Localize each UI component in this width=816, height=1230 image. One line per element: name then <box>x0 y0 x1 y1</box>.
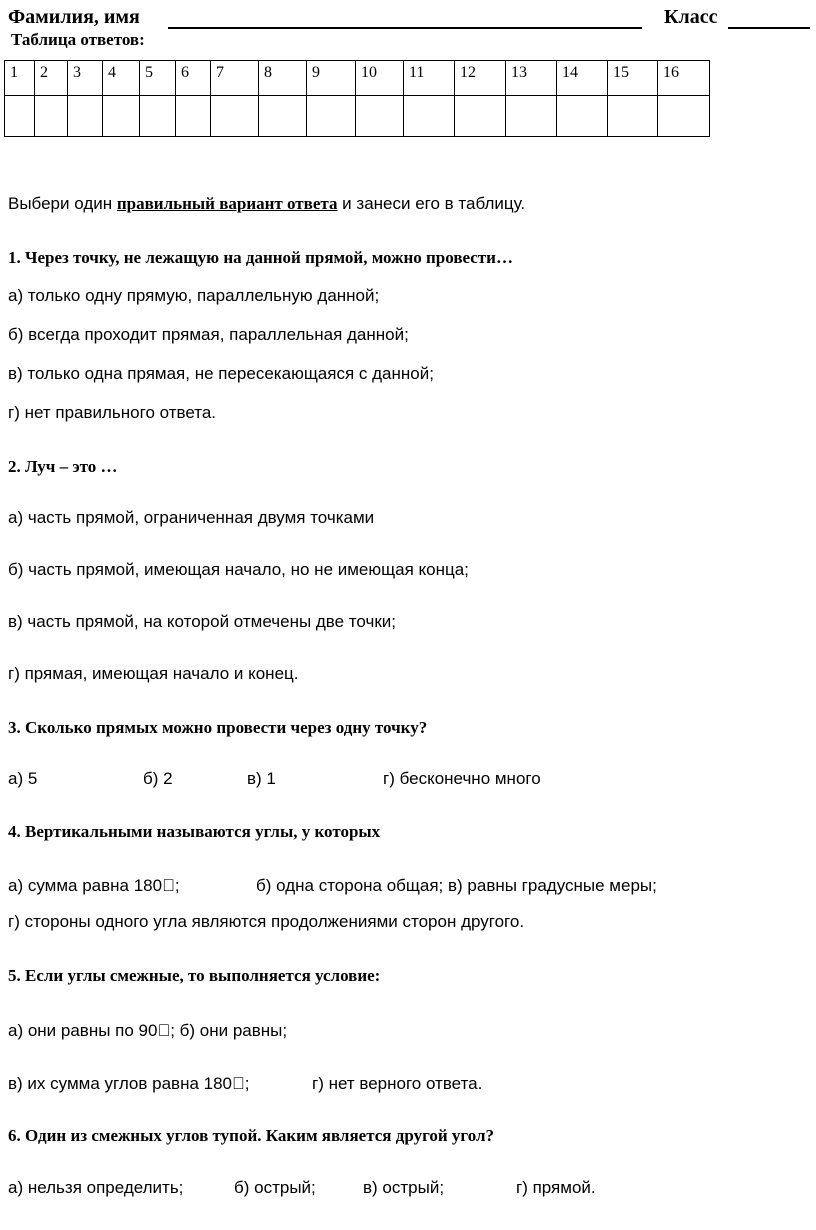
answer-cell[interactable] <box>404 96 455 137</box>
answer-cell[interactable] <box>356 96 404 137</box>
answer-cell[interactable] <box>140 96 176 137</box>
question-2-option-d: г) прямая, имеющая начало и конец. <box>8 664 299 683</box>
answer-cell[interactable] <box>35 96 68 137</box>
answer-table <box>4 60 710 137</box>
question-3-option-c: в) 1 <box>247 769 276 788</box>
question-6-option-c: в) острый; <box>363 1178 445 1197</box>
answer-number: 7 <box>211 61 259 96</box>
question-1-option-a: а) только одну прямую, параллельную данной; <box>8 286 380 305</box>
question-3-option-a: а) 5 <box>8 769 38 788</box>
question-5-option-c: г) нет верного ответа. <box>312 1074 483 1093</box>
answer-table-title: Таблица ответов: <box>11 30 145 49</box>
instruction-prefix: Выбери один <box>8 194 117 213</box>
answer-cell[interactable] <box>211 96 259 137</box>
answer-cell[interactable] <box>557 96 608 137</box>
question-6-option-d: г) прямой. <box>516 1178 596 1197</box>
question-2-option-c: в) часть прямой, на которой отмечены две точки; <box>8 612 397 631</box>
class-label: Класс <box>664 6 718 28</box>
question-3-option-b: б) 2 <box>143 769 173 788</box>
class-fill-line[interactable] <box>728 27 810 29</box>
answer-number: 16 <box>658 61 710 96</box>
question-4-option-c: г) стороны одного угла являются продолжениями сторон другого. <box>8 912 525 931</box>
answer-cell[interactable] <box>506 96 557 137</box>
answer-cell[interactable] <box>259 96 307 137</box>
answer-cell[interactable] <box>658 96 710 137</box>
answer-number: 11 <box>404 61 455 96</box>
question-1-option-b: б) всегда проходит прямая, параллельная данной; <box>8 325 409 344</box>
answer-number: 4 <box>103 61 140 96</box>
answer-cell[interactable] <box>608 96 658 137</box>
answer-cell[interactable] <box>307 96 356 137</box>
question-1-text: 1. Через точку, не лежащую на данной прямой, можно провести… <box>8 248 513 267</box>
name-fill-line[interactable] <box>168 27 642 29</box>
question-6-option-b: б) острый; <box>234 1178 316 1197</box>
question-3-text: 3. Сколько прямых можно провести через одну точку? <box>8 718 428 737</box>
question-2-option-b: б) часть прямой, имеющая начало, но не имеющая конца; <box>8 560 469 579</box>
answer-cell[interactable] <box>455 96 506 137</box>
answer-cell[interactable] <box>176 96 211 137</box>
question-5-text: 5. Если углы смежные, то выполняется условие: <box>8 966 381 985</box>
question-4-option-a: а) сумма равна 180⃞; <box>8 876 180 895</box>
question-1-option-c: в) только одна прямая, не пересекающаяся с данной; <box>8 364 434 383</box>
question-5-option-a: а) они равны по 90⃞; б) они равны; <box>8 1021 288 1040</box>
answer-number: 15 <box>608 61 658 96</box>
answer-cell[interactable] <box>68 96 103 137</box>
answer-number: 8 <box>259 61 307 96</box>
question-1-option-d: г) нет правильного ответа. <box>8 403 217 422</box>
answer-number: 2 <box>35 61 68 96</box>
answer-table-answers-row <box>5 96 710 137</box>
question-3-option-d: г) бесконечно много <box>383 769 541 788</box>
name-label: Фамилия, имя <box>8 6 140 28</box>
question-6-text: 6. Один из смежных углов тупой. Каким является другой угол? <box>8 1126 495 1145</box>
answer-number: 10 <box>356 61 404 96</box>
question-5-option-b: в) их сумма углов равна 180⃞; <box>8 1074 250 1093</box>
question-2-option-a: а) часть прямой, ограниченная двумя точками <box>8 508 375 527</box>
answer-number: 13 <box>506 61 557 96</box>
question-4-text: 4. Вертикальными называются углы, у которых <box>8 822 381 841</box>
answer-number: 12 <box>455 61 506 96</box>
answer-cell[interactable] <box>5 96 35 137</box>
answer-number: 14 <box>557 61 608 96</box>
instruction-suffix: и занеси его в таблицу. <box>337 194 526 213</box>
question-2-text: 2. Луч – это … <box>8 457 118 476</box>
question-6-option-a: а) нельзя определить; <box>8 1178 184 1197</box>
answer-table-numbers-row <box>5 61 710 96</box>
question-4-option-b: б) одна сторона общая; в) равны градусные меры; <box>256 876 657 895</box>
answer-cell[interactable] <box>103 96 140 137</box>
instruction-emphasis: правильный вариант ответа <box>116 194 338 213</box>
answer-number: 1 <box>5 61 35 96</box>
answer-number: 6 <box>176 61 211 96</box>
instruction <box>8 194 525 214</box>
answer-number: 3 <box>68 61 103 96</box>
answer-number: 9 <box>307 61 356 96</box>
answer-number: 5 <box>140 61 176 96</box>
